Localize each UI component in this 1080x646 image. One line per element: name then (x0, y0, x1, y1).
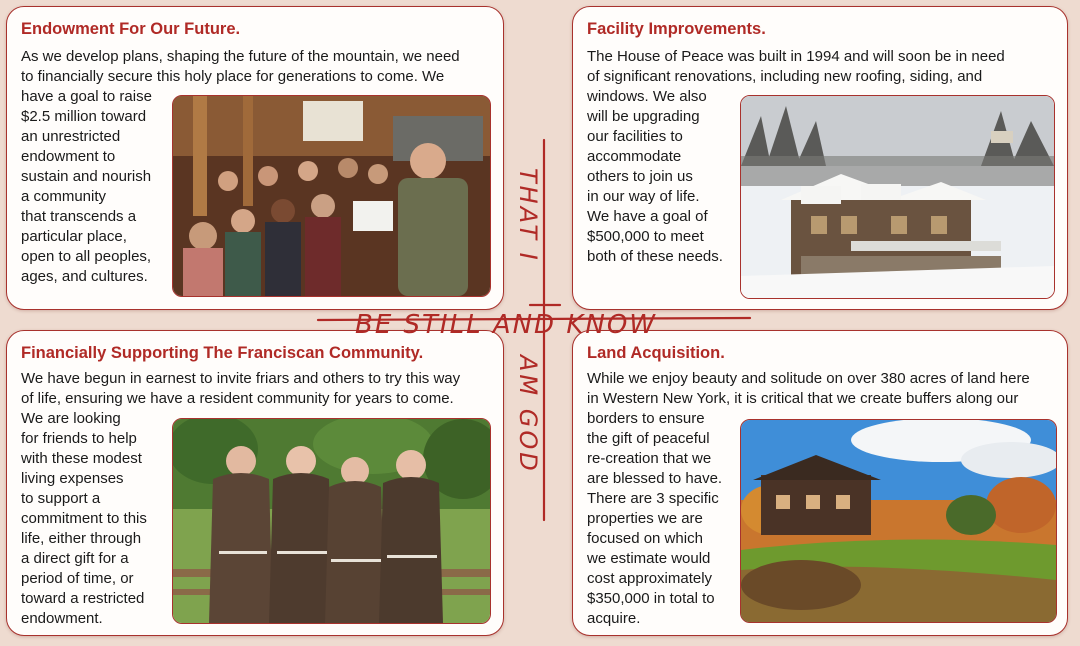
land-text-line: $350,000 in total to (587, 590, 715, 607)
franciscan-text-line: life, either through (21, 530, 142, 547)
land-text-line: are blessed to have. (587, 470, 723, 487)
land-acquisition-title: Land Acquisition. (587, 344, 725, 362)
endowment-text-line: have a goal to raise (21, 88, 152, 105)
house-of-peace-photo (740, 95, 1055, 299)
franciscan-text-line: commitment to this (21, 510, 147, 527)
be-still-and-know-text: BE STILL AND KNOW (355, 310, 658, 340)
facility-title: Facility Improvements. (587, 20, 766, 38)
land-text-line: borders to ensure (587, 410, 705, 427)
endowment-text-line: endowment to (21, 148, 116, 165)
facility-text-line: will be upgrading (587, 108, 700, 125)
franciscan-text-line: to support a (21, 490, 101, 507)
franciscan-text-line: a direct gift for a (21, 550, 129, 567)
land-text-line: we estimate would (587, 550, 711, 567)
land-text-line: re-creation that we (587, 450, 712, 467)
endowment-text-line: a community (21, 188, 107, 205)
land-text-line: focused on which (587, 530, 703, 547)
facility-text-line: our facilities to (587, 128, 683, 145)
endowment-text-line: to financially secure this holy place for generations to come. We (21, 68, 445, 85)
land-text-line: cost approximately (587, 570, 713, 587)
land-text-line: acquire. (587, 610, 641, 627)
endowment-text-line: open to all peoples, (21, 248, 152, 265)
land-text-line: There are 3 specific (587, 490, 719, 507)
land-landscape-photo (740, 419, 1057, 623)
land-text-line: While we enjoy beauty and solitude on over 380 acres of land here (587, 370, 1030, 387)
facility-text-line: windows. We also (587, 88, 707, 105)
land-text-line: the gift of peaceful (587, 430, 710, 447)
franciscan-text-line: endowment. (21, 610, 103, 627)
gathering-photo (172, 95, 491, 297)
franciscan-text-line: with these modest (21, 450, 142, 467)
franciscan-text-line: living expenses (21, 470, 124, 487)
endowment-text-line: particular place, (21, 228, 127, 245)
land-text-line: in Western New York, it is critical that we create buffers along our (587, 390, 1019, 407)
facility-text-line: The House of Peace was built in 1994 and will soon be in need (587, 48, 1005, 65)
franciscan-text-line: toward a restricted (21, 590, 145, 607)
franciscan-text-line: We are looking (21, 410, 121, 427)
endowment-card (6, 6, 504, 310)
land-text-line: properties we are (587, 510, 703, 527)
land-acquisition-card (572, 330, 1068, 636)
am-god-text: AM GOD (514, 355, 542, 474)
facility-text-line: $500,000 to meet (587, 228, 704, 245)
franciscan-text-line: period of time, or (21, 570, 134, 587)
franciscan-text-line: We have begun in earnest to invite friars and others to try this way (21, 370, 461, 387)
franciscan-text-line: of life, ensuring we have a resident community for years to come. (21, 390, 454, 407)
endowment-text-line: ages, and cultures. (21, 268, 148, 285)
facility-text-line: We have a goal of (587, 208, 708, 225)
franciscan-community-title: Financially Supporting The Franciscan Community. (21, 344, 424, 362)
endowment-text-line: an unrestricted (21, 128, 121, 145)
facility-text-line: both of these needs. (587, 248, 723, 265)
endowment-title: Endowment For Our Future. (21, 20, 241, 38)
facility-text-line: in our way of life. (587, 188, 700, 205)
facility-text-line: of significant renovations, including new roofing, siding, and (587, 68, 983, 85)
facility-text-line: others to join us (587, 168, 693, 185)
endowment-text-line: sustain and nourish (21, 168, 152, 185)
endowment-text-line: As we develop plans, shaping the future of the mountain, we need (21, 48, 460, 65)
endowment-text-line: $2.5 million toward (21, 108, 147, 125)
franciscan-text-line: for friends to help (21, 430, 137, 447)
endowment-text-line: that transcends a (21, 208, 137, 225)
friars-photo (172, 418, 491, 624)
franciscan-community-card (6, 330, 504, 636)
facility-card (572, 6, 1068, 310)
that-i-text: THAT I (514, 168, 542, 263)
facility-text-line: accommodate (587, 148, 682, 165)
